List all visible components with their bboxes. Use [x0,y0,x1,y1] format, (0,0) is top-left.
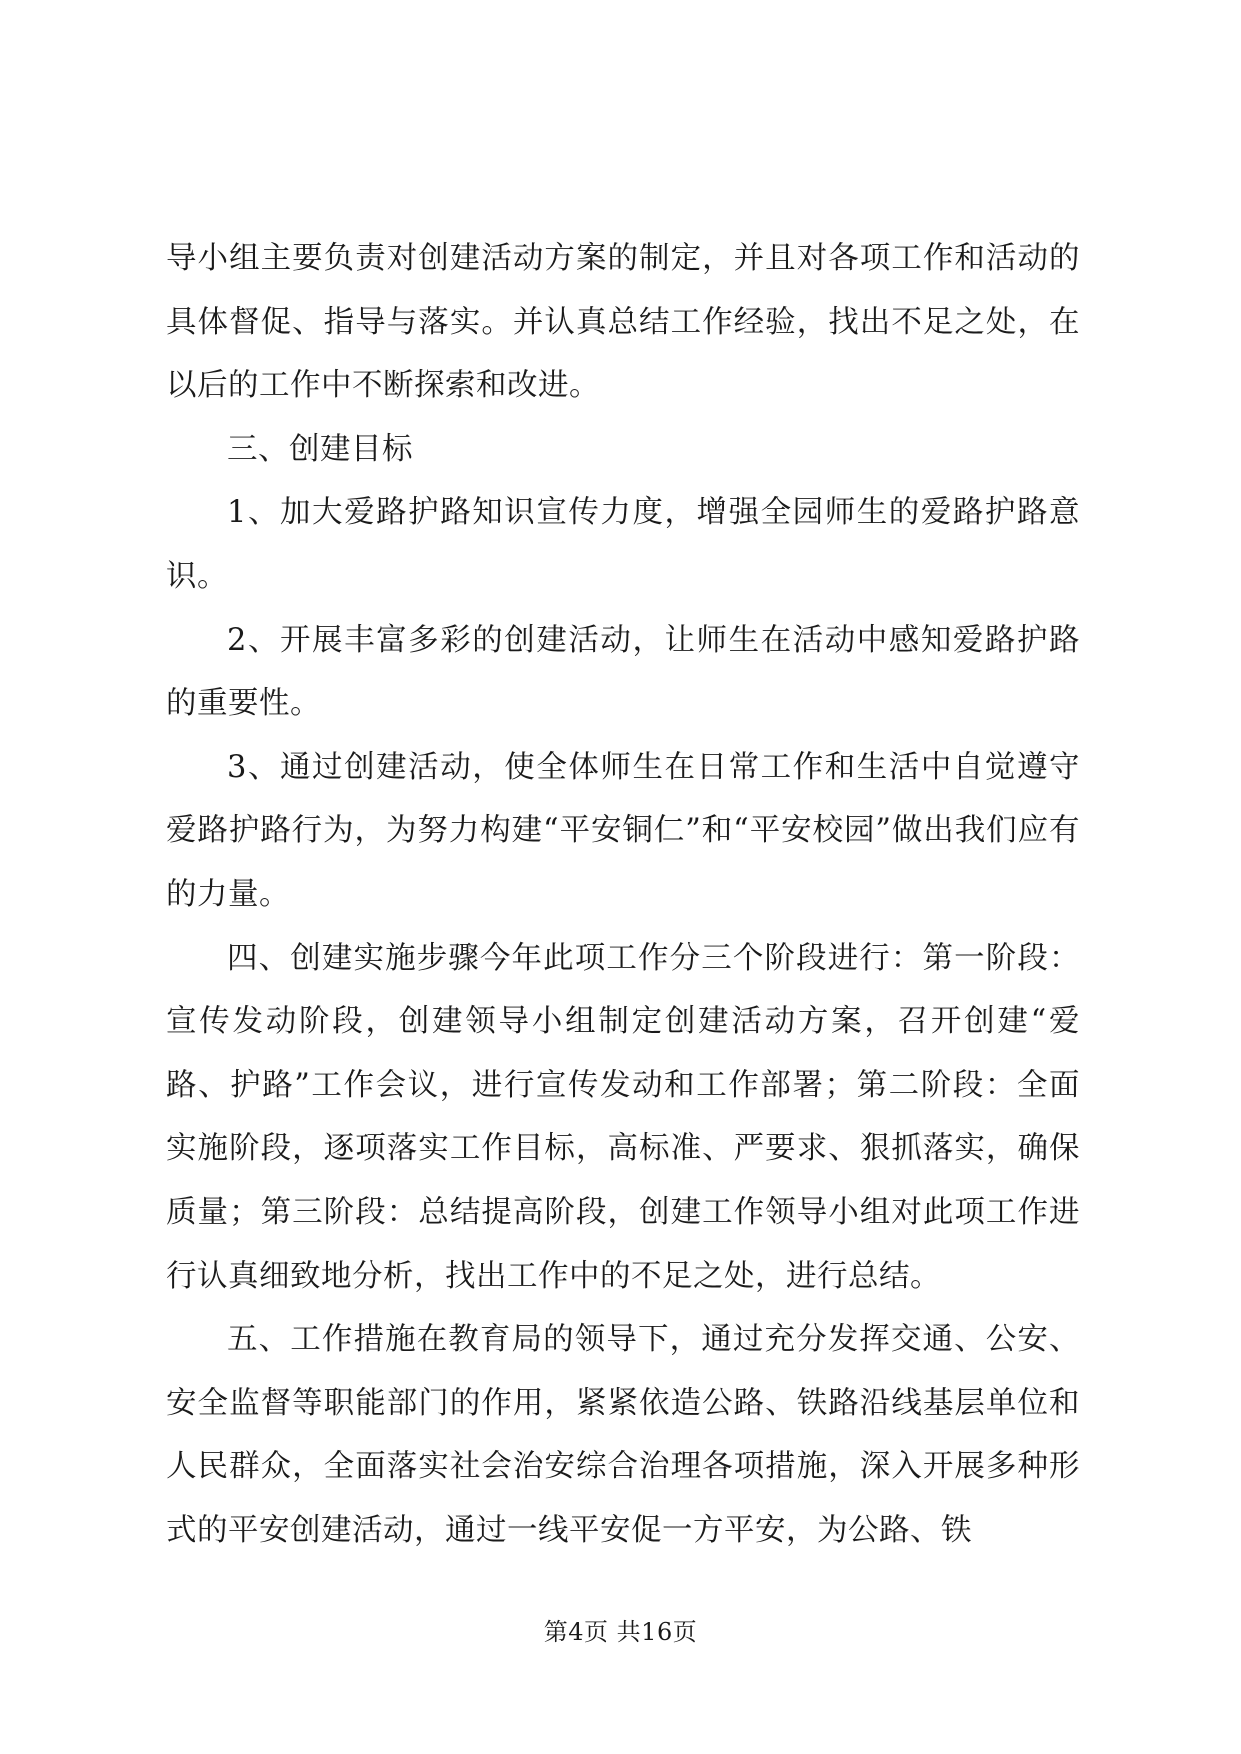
paragraph-implementation-steps: 四、创建实施步骤今年此项工作分三个阶段进行：第一阶段：宣传发动阶段，创建领导小组制定创建活动方案，召开创建“爱路、护路”工作会议，进行宣传发动和工作部署；第二阶段：全面实施阶段，逐项落实工作目标，高标准、严要求、狠抓落实，确保质量；第三阶段：总结提高阶段，创建工作领导小组对此项工作进行认真细致地分析，找出工作中的不足之处，进行总结。 [166,940,1080,1294]
goal-item-2: 2、开展丰富多彩的创建活动，让师生在活动中感知爱路护路的重要性。 [166,622,1080,722]
document-body [166,227,1080,1562]
paragraph-work-measures: 五、工作措施在教育局的领导下，通过充分发挥交通、公安、安全监督等职能部门的作用，紧紧依造公路、铁路沿线基层单位和人民群众，全面落实社会治安综合治理各项措施，深入开展多种形式的平安创建活动，通过一线平安促一方平安，为公路、铁 [166,1322,1080,1548]
goal-item-3: 3、通过创建活动，使全体师生在日常工作和生活中自觉遵守爱路护路行为，为努力构建“平安铜仁”和“平安校园”做出我们应有的力量。 [166,749,1080,912]
goal-item-1: 1、加大爱路护路知识宣传力度，增强全园师生的爱路护路意识。 [166,495,1080,594]
paragraph-continuation: 导小组主要负责对创建活动方案的制定，并且对各项工作和活动的具体督促、指导与落实。并认真总结工作经验，找出不足之处，在以后的工作中不断探索和改进。 [166,241,1080,404]
heading-creation-goals: 三、创建目标 [227,431,413,467]
page-number-footer: 第4页 共16页 [543,1618,698,1646]
